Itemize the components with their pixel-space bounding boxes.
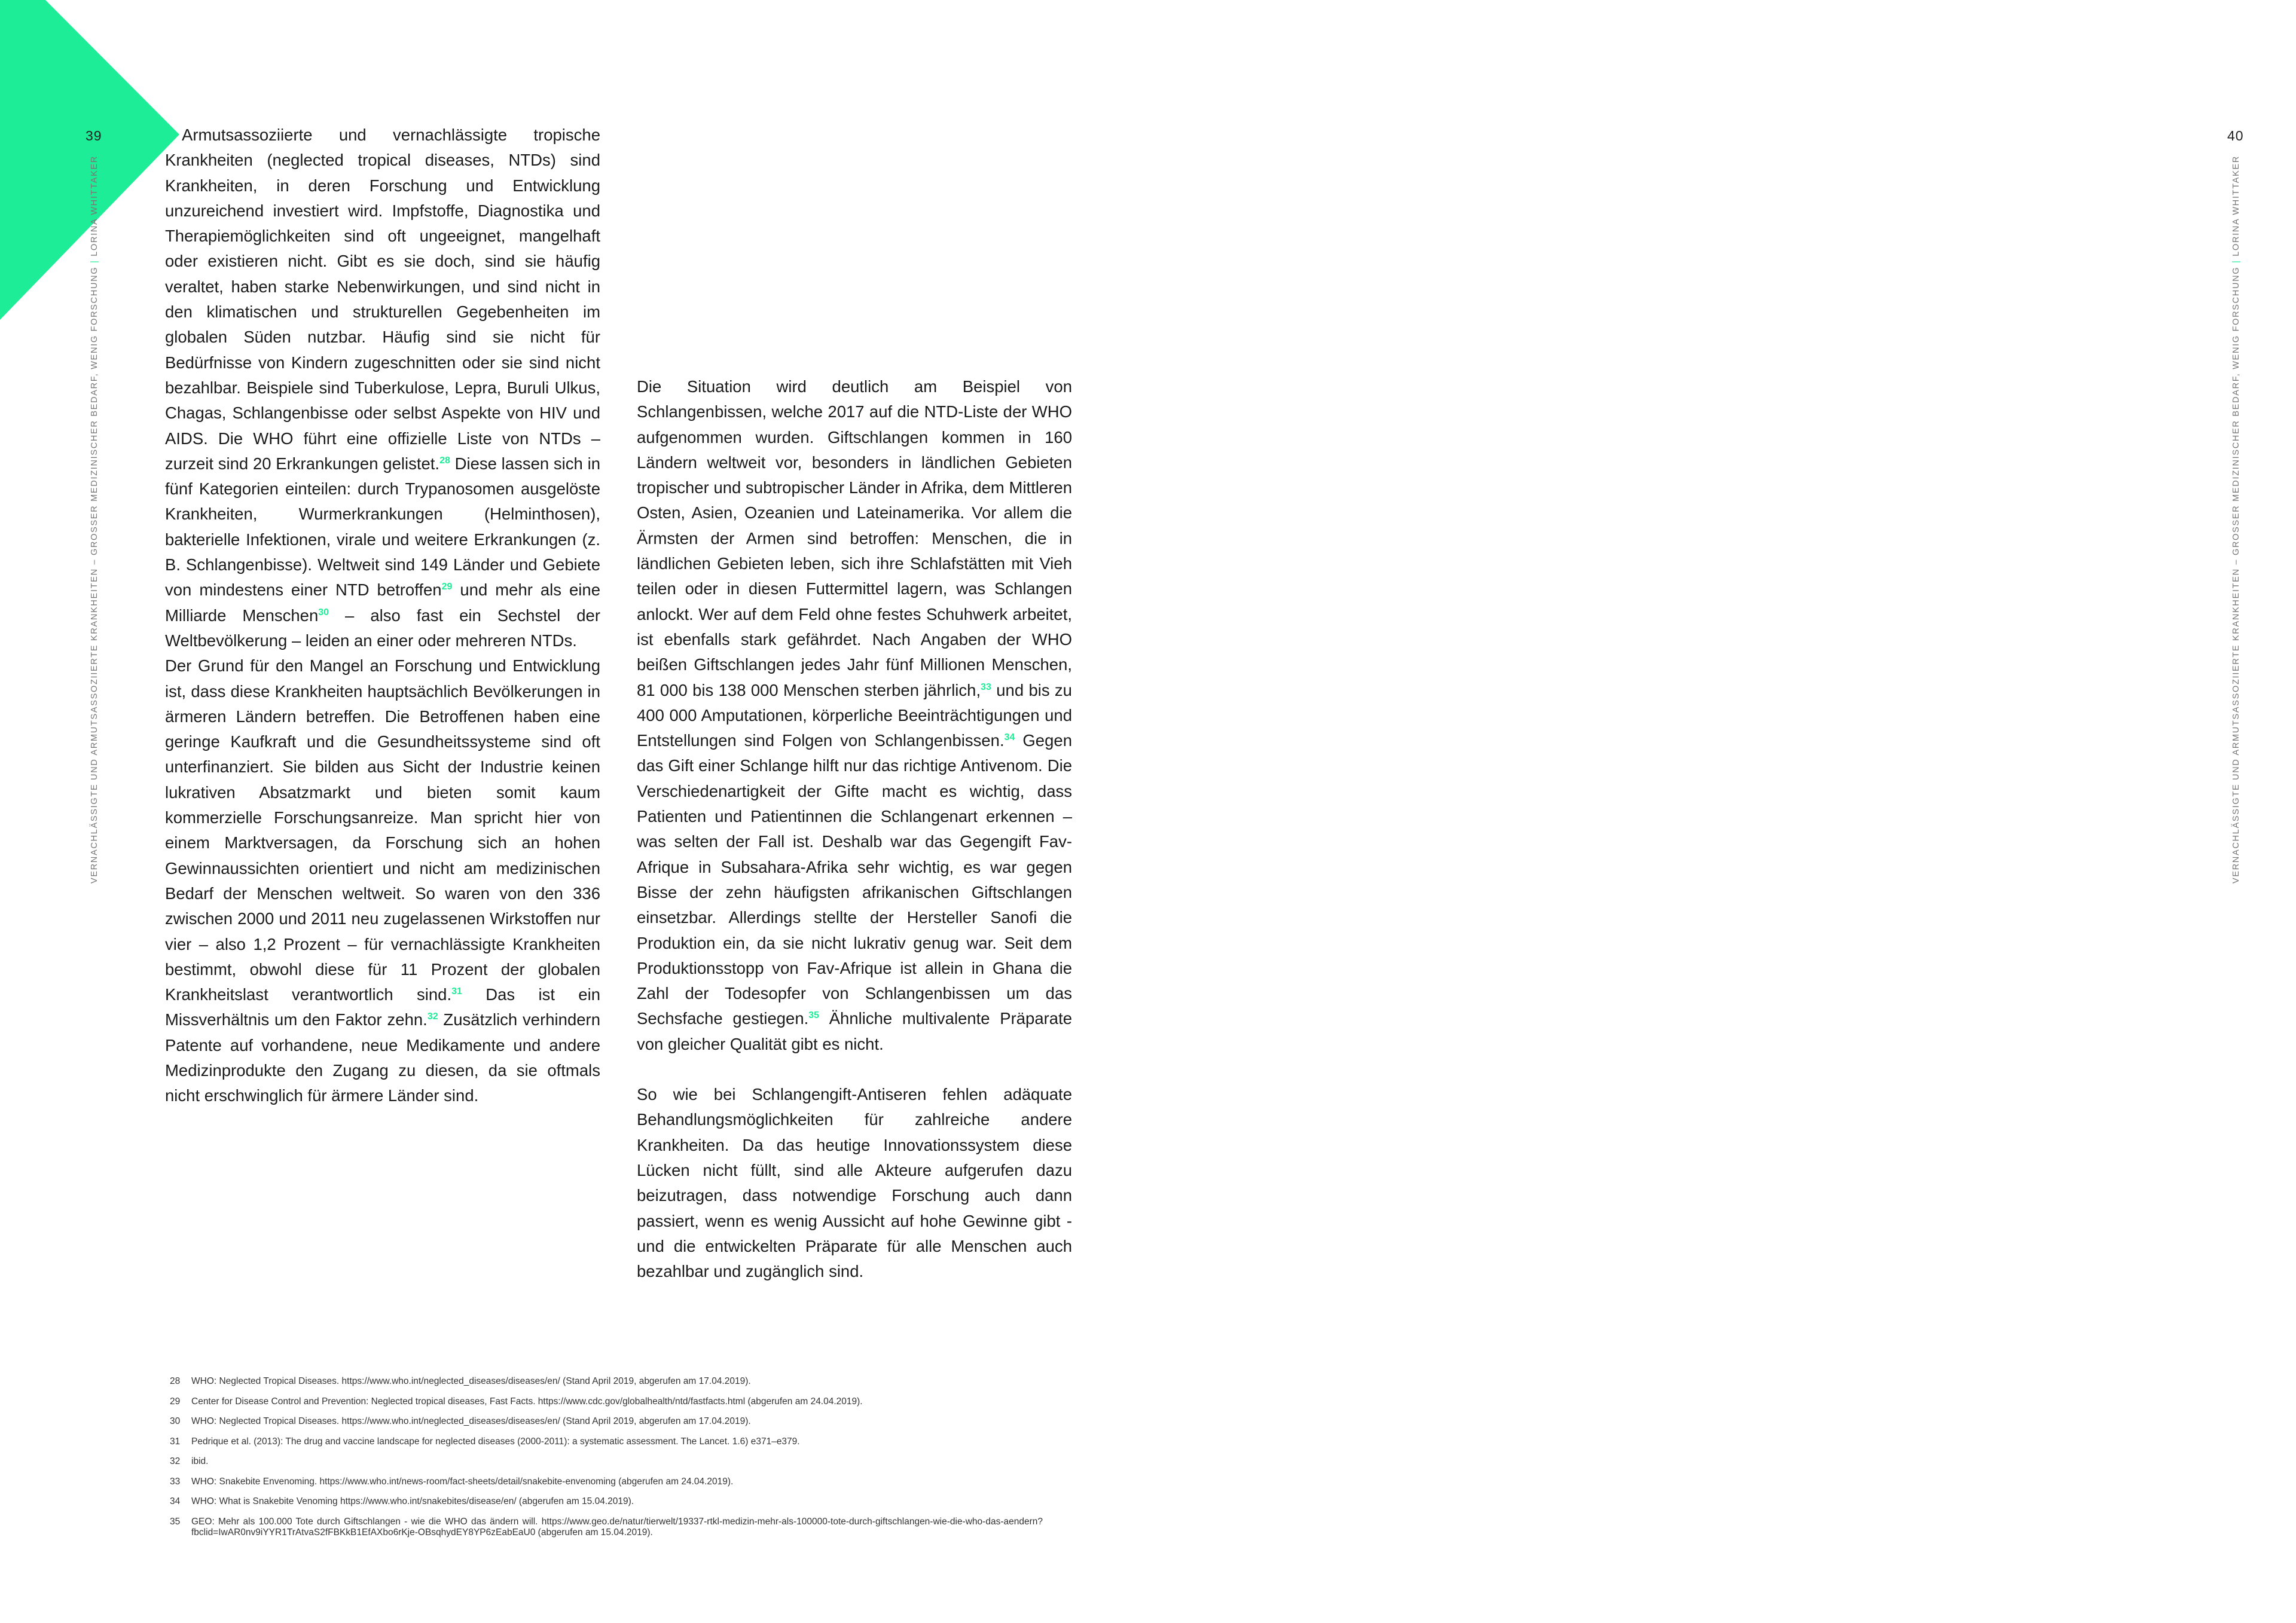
footnote	[170, 1496, 1043, 1507]
running-header-right	[2227, 155, 2245, 885]
running-separator-right: |	[2231, 256, 2241, 267]
footnote-text: WHO: Neglected Tropical Diseases. https://www.who.int/neglected_diseases/diseases/en/ (Stand April 2019, abgerufen am 17.04.2019).	[191, 1416, 751, 1426]
footnote-text: Pedrique et al. (2013): The drug and vaccine landscape for neglected diseases (2000-2011): a systematic assessment. The Lancet. 1.6) e371–e379.	[191, 1436, 800, 1447]
footnote-number: 31	[170, 1436, 181, 1447]
footnote	[170, 1416, 1043, 1427]
footnote-ref[interactable]: 34	[1004, 732, 1015, 743]
footnote	[170, 1436, 1043, 1447]
running-title-right: VERNACHLÄSSIGTE UND ARMUTSASSOZIIERTE KRANKHEITEN – GROSSER MEDIZINISCHER BEDARF, WENIG FORSCHUNG	[2231, 266, 2241, 884]
footnote-number: 33	[170, 1476, 181, 1487]
running-separator-left: |	[90, 256, 99, 267]
running-title-left: VERNACHLÄSSIGTE UND ARMUTSASSOZIIERTE KRANKHEITEN – GROSSER MEDIZINISCHER BEDARF, WENIG FORSCHUNG	[90, 266, 99, 884]
footnote-number: 34	[170, 1496, 181, 1506]
paragraph-gap	[637, 1057, 1072, 1082]
footnote-ref[interactable]: 29	[441, 582, 453, 592]
footnote-text: WHO: Snakebite Envenoming. https://www.who.int/news-room/fact-sheets/detail/snakebite-envenoming (abgerufen am 24.04.2019).	[191, 1476, 734, 1487]
footnote-number: 29	[170, 1396, 181, 1407]
page-number-right: 40	[2227, 128, 2244, 143]
footnote-text: ibid.	[191, 1456, 209, 1466]
footnote	[170, 1477, 1043, 1487]
footnotes	[170, 1376, 1043, 1547]
footnote-ref[interactable]: 28	[439, 455, 450, 466]
footnote-text: WHO: Neglected Tropical Diseases. https://www.who.int/neglected_diseases/diseases/en/ (Stand April 2019, abgerufen am 17.04.2019).	[191, 1376, 751, 1386]
running-author-right: LORINA WHITTAKER	[2231, 155, 2241, 256]
footnote-ref[interactable]: 30	[318, 607, 329, 618]
footnote-number: 28	[170, 1376, 181, 1386]
running-header-left	[86, 155, 103, 885]
footnote-text: WHO: What is Snakebite Venoming https://www.who.int/snakebites/disease/en/ (abgerufen am 15.04.2019).	[191, 1496, 634, 1506]
page-number-left: 39	[86, 128, 102, 143]
footnote	[170, 1376, 1043, 1387]
running-author-left: LORINA WHITTAKER	[90, 155, 99, 256]
footnote-ref[interactable]: 32	[427, 1011, 438, 1022]
footnote-text: GEO: Mehr als 100.000 Tote durch Giftschlangen - wie die WHO das ändern will. https://www.geo.de/natur/tierwelt/19337-rtkl-medizin-mehr-als-100000-tote-durch-giftschlangen-wie-die-who-das-aendern?fbclid=IwAR0nv9iYYR1TrAtvaS2fFBKkB1EfAXbo6rKje-OBsqhydEY8YP6zEabEaU0 (abgerufen am 15.04.2019).	[191, 1516, 1043, 1538]
footnote-text: Center for Disease Control and Prevention: Neglected tropical diseases, Fast Facts. https://www.cdc.gov/globalhealth/ntd/fastfacts.html (abgerufen am 24.04.2019).	[191, 1396, 863, 1407]
footnote	[170, 1456, 1043, 1467]
paragraph: Die Situation wird deutlich am Beispiel von Schlangenbissen, welche 2017 auf die NTD-Liste der WHO aufgenommen wurden. Giftschlangen kommen in 160 Ländern weltweit vor, besonders in ländlichen Gebieten tropischer und subtropischer Länder in Afrika, dem Mittleren Osten, Asien, Ozeanien und Lateinamerika. Vor allem die Ärmsten der Armen sind betroffen: Menschen, die in ländlichen Gebieten leben, sich ihre Schlafstätten mit Vieh teilen oder in diesen Futtermittel lagern, was Schlangen anlockt. Wer auf dem Feld ohne festes Schuhwerk arbeitet, ist ebenfalls stark gefährdet. Nach Angaben der WHO beißen Giftschlangen jedes Jahr fünf Millionen Menschen, 81 000 bis 138 000 Menschen sterben jährlich,$^{33}$ und bis zu 400 000 Amputationen, körperliche Beeinträchtigungen und Entstellungen sind Folgen von Schlangenbissen.$^{34}$ Gegen das Gift einer Schlange hilft nur das richtige Antivenom. Die Verschiedenartigkeit der Gifte macht es wichtig, dass Patienten und Patientinnen die Schlangenart erkennen – was selten der Fall ist. Deshalb war das Gegengift Fav-Afrique in Subsahara-Afrika sehr wichtig, es war gegen Bisse der zehn häufigsten afrikanischen Giftschlangen einsetzbar. Allerdings stellte der Hersteller Sanofi die Produktion ein, da sie nicht lukrativ genug war. Seit dem Produktionsstopp von Fav-Afrique ist allein in Ghana die Zahl der Todesopfer von Schlangenbissen um das Sechsfache gestiegen.$^{35}$ Ähnliche multivalente Präparate von gleicher Qualität gibt es nicht.	[637, 377, 1073, 1053]
footnote-ref[interactable]: 33	[981, 681, 991, 692]
paragraph: So wie bei Schlangengift-Antiseren fehlen adäquate Behandlungsmöglichkeiten für zahlreiche andere Krankheiten. Da das heutige Innovationssystem diese Lücken nicht füllt, sind alle Akteure aufgerufen dazu beizutragen, dass notwendige Forschung auch dann passiert, wenn es wenig Aussicht auf hohe Gewinne gibt - und die entwickelten Präparate für alle Menschen auch bezahlbar und zugänglich sind.	[637, 1085, 1072, 1281]
body-column-right	[637, 374, 1072, 1284]
footnote-number: 32	[170, 1456, 181, 1466]
footnote-ref[interactable]: 31	[451, 986, 462, 997]
paragraph: Der Grund für den Mangel an Forschung und Entwicklung ist, dass diese Krankheiten hauptsächlich Bevölkerungen in ärmeren Ländern betreffen. Die Betroffenen haben eine geringe Kaufkraft und die Gesundheitssysteme sind oft unterfinanziert. Sie bilden aus Sicht der Industrie keinen lukrativen Absatzmarkt und bieten somit kaum kommerzielle Forschungsanreize. Man spricht hier von einem Marktversagen, da Forschung sich an hohen Gewinnaussichten orientiert und nicht am medizinischen Bedarf der Menschen weltweit. So waren von den 336 zwischen 2000 und 2011 neu zugelassenen Wirkstoffen nur vier – also 1,2 Prozent – für vernachlässigte Krankheiten bestimmt, obwohl diese für 11 Prozent der globalen Krankheitslast verantwortlich sind.$^{31}$ Das ist ein Missverhältnis um den Faktor zehn.$^{32}$ Zusätzlich verhindern Patente auf vorhandene, neue Medikamente und andere Medizinprodukte den Zugang zu diesen, da sie oftmals nicht erschwinglich für ärmere Länder sind.	[165, 656, 600, 1105]
footnote	[170, 1396, 1043, 1407]
footnote-number: 30	[170, 1416, 181, 1426]
footnote-ref[interactable]: 35	[808, 1010, 820, 1021]
footnote-number: 35	[170, 1516, 181, 1527]
body-column-left	[165, 123, 600, 1109]
paragraph: Armutsassoziierte und vernachlässigte tropische Krankheiten (neglected tropical diseases, NTDs) sind Krankheiten, in deren Forschung und Entwicklung unzureichend investiert wird. Impfstoffe, Diagnostika und Therapiemöglichkeiten sind oft ungeeignet, mangelhaft oder existieren nicht. Gibt es sie doch, sind sie häufig veraltet, haben starke Nebenwirkungen, und sind nicht in den klimatischen und strukturellen Gegebenheiten im globalen Süden nutzbar. Häufig sind sie nicht für Bedürfnisse von Kindern zugeschnitten oder sie sind nicht bezahlbar. Beispiele sind Tuberkulose, Lepra, Buruli Ulkus, Chagas, Schlangenbisse oder selbst Aspekte von HIV und AIDS. Die WHO führt eine offizielle Liste von NTDs – zurzeit sind 20 Erkrankungen gelistet.$^{28}$ Diese lassen sich in fünf Kategorien einteilen: durch Trypanosomen ausgelöste Krankheiten, Wurmerkrankungen (Helminthosen), bakterielle Infektionen, virale und weitere Erkrankungen (z. B. Schlangenbisse). Weltweit sind 149 Länder und Gebiete von mindestens einer NTD betroffen$^{29}$ und mehr als eine Milliarde Menschen$^{30}$ – also fast ein Sechstel der Weltbevölkerung – leiden an einer oder mehreren NTDs.	[165, 126, 601, 650]
footnote	[170, 1517, 1043, 1538]
